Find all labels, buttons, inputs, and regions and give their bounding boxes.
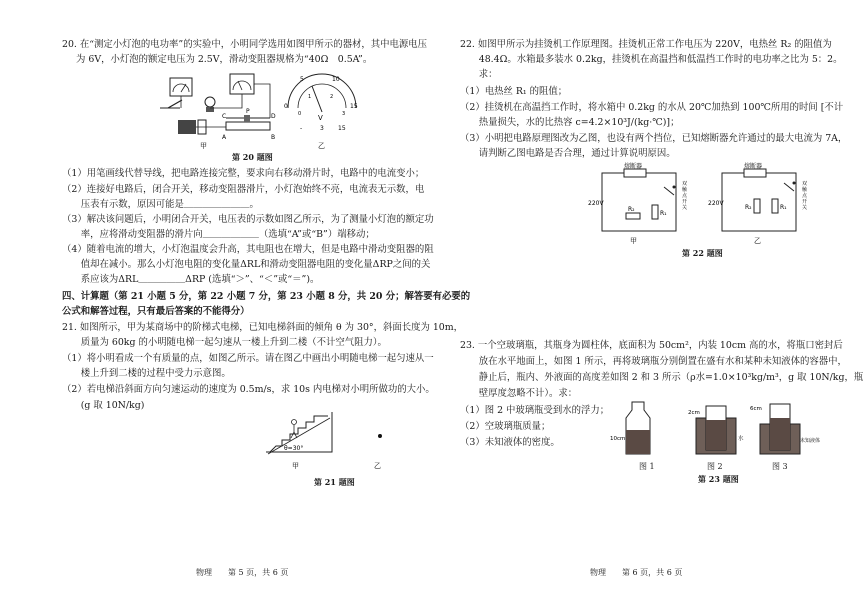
switch-label-3: 点 [682, 193, 688, 199]
fig23-label-3: 图 3 [772, 462, 788, 471]
bottle-fig2 [688, 406, 744, 454]
ammeter-icon [170, 78, 192, 96]
switch-icon [664, 187, 674, 195]
section4-line-1: 四、计算题（第 21 小题 5 分，第 22 小题 7 分，第 23 小题 8 分，共 20 分；解答要有必要的 [62, 291, 471, 302]
footer-page-5: 物理 第 5 页，共 6 页 [196, 568, 289, 577]
fuse-label-jia: 熔断器 [624, 163, 643, 170]
terminal-3: 3 [320, 125, 324, 132]
q20-sub-2a: （2）连接好电路后，闭合开关，移动变阻器滑片，小灯泡始终不亮，电流表无示数，电 [62, 184, 425, 195]
r2-label-yi: R₂ [745, 204, 752, 211]
q20-sub-4a: （4）随着电流的增大，小灯泡温度会升高，其电阻也在增大，但是电路中滑动变阻器的阻 [62, 244, 434, 255]
part-d: D [271, 113, 276, 120]
fig20-label-jia: 甲 [200, 142, 207, 150]
q23-line-1: 23. 一个空玻璃瓶，其瓶身为圆柱体，底面积为 50cm²，内装 10cm 高的水，将瓶口密封后 [460, 340, 843, 351]
q20-line-2: 为 6V，小灯泡的额定电压为 2.5V，滑动变阻器规格为“40Ω 0.5A”。 [76, 54, 373, 65]
q23-caption: 第 23 题图 [698, 474, 739, 484]
switch-label-yi-5: 关 [802, 205, 808, 211]
q20-sub-3a: （3）解决该问题后，小明闭合开关，电压表的示数如图乙所示，为了测量小灯泡的额定功 [62, 214, 434, 225]
q21-line-5: （2）若电梯沿斜面方向匀速运动的速度为 0.5m/s，求 10s 内电梯对小明所做功的大小。 [62, 384, 435, 395]
part-p: P [246, 108, 250, 115]
dial-inner-0: 0 [298, 111, 302, 117]
q22-caption: 第 22 题图 [682, 248, 723, 258]
rheostat-icon [226, 122, 270, 130]
q22-line-7: （3）小明把电路原理图改为乙图，也设有两个挡位，已知熔断器允许通过的最大电流为 7A， [460, 133, 848, 144]
part-c: C [222, 113, 227, 120]
fig21-label-jia: 甲 [292, 462, 299, 470]
q23-line-4: 壁厚度忽略不计）。求： [460, 388, 578, 399]
switch-label-yi-3: 点 [802, 193, 808, 199]
q21-line-6: (g 取 10N/kg) [62, 400, 145, 411]
page-6 [430, 0, 863, 608]
voltage-label-jia: 220V [588, 200, 604, 207]
q20-sub-2b: 压表有示数，原因可能是＿＿＿＿＿＿＿。 [62, 199, 259, 210]
dial-inner-2: 2 [330, 94, 334, 100]
switch-icon [168, 100, 182, 108]
fig22-label-jia: 甲 [630, 237, 637, 245]
angle-label: θ=30° [284, 445, 304, 452]
section4-line-2: 公式和解答过程，只有最后答案的不能得分） [62, 306, 250, 317]
q20-figure [160, 68, 360, 150]
q21-line-4: 楼上升到二楼的过程中受力示意图。 [62, 368, 231, 379]
dial-inner-1: 1 [308, 94, 312, 100]
r1-label-jia: R₁ [660, 210, 667, 217]
fig2-liquid: 水 [738, 436, 744, 442]
q22-line-2: 48.4Ω。水箱最多装水 0.2kg，挂烫机在高温挡和低温挡工作时的电功率之比为 5：2。 [460, 54, 843, 65]
dial-tick-10: 10 [332, 76, 340, 83]
q23-line-2: 放在水平地面上，如图 1 所示，再将玻璃瓶分别倒置在盛有水和某种未知液体的容器中， [460, 356, 847, 367]
fig20-label-yi: 乙 [318, 142, 325, 150]
fig3-height: 6cm [750, 406, 762, 412]
r2-label-jia: R₂ [628, 206, 635, 213]
q23-line-7: （3）未知液体的密度。 [460, 437, 560, 448]
switch-label-yi-4: 开 [802, 199, 808, 205]
dial-tick-5: 5 [300, 76, 304, 83]
q20-line-1: 20. 在“测定小灯泡的电功率”的实验中，小明同学选用如图甲所示的器材，其中电源电压 [62, 39, 427, 50]
q20-sub-4c: 系应该为ΔRL＿＿＿＿＿ΔRP (选填“＞”、“＜”或“＝”)。 [62, 274, 320, 285]
q23-line-3: 静止后，瓶内、外液面的高度差如图 2 和 3 所示（ρ水=1.0×10³kg/m³，g 取 10N/kg，瓶 [460, 372, 863, 383]
q21-figure [262, 408, 402, 474]
q22-line-1: 22. 如图甲所示为挂烫机工作原理图。挂烫机正常工作电压为 220V，电热丝 R₂ 的阻值为 [460, 39, 832, 50]
q21-line-2: 质量为 60kg 的小明随电梯一起匀速从一楼上升到二楼（不计空气阻力）。 [62, 337, 387, 348]
fig23-label-1: 图 1 [639, 462, 655, 471]
dial-tick-0: 0 [284, 103, 288, 110]
r1-resistor-icon-yi [772, 199, 778, 213]
part-a: A [222, 134, 227, 141]
terminal-15: 15 [338, 125, 346, 132]
q20-sub-3b: 率，应将滑动变阻器的滑片向＿＿＿＿＿＿（选填“A”或“B”）端移动； [62, 229, 375, 240]
q21-caption: 第 21 题图 [314, 477, 355, 487]
q23-line-6: （2）空玻璃瓶质量； [460, 421, 551, 432]
q23-figure [610, 398, 830, 458]
dial-inner-3: 3 [342, 111, 346, 117]
q22-line-5: （2）挂烫机在高温挡工作时，将水箱中 0.2kg 的水从 20℃加热到 100℃所用的时间 [不计 [460, 102, 844, 113]
fuse-icon-yi [744, 169, 766, 177]
battery-icon [178, 120, 196, 134]
fig21-label-yi: 乙 [374, 462, 381, 470]
circuit-jia [588, 162, 688, 245]
dial-tick-15: 15 [350, 103, 358, 110]
fig3-liquid: 未知液体 [800, 438, 821, 444]
q20-sub-1: （1）用笔画线代替导线，把电路连接完整，要求向右移动滑片时，电路中的电流变小； [62, 168, 425, 179]
switch-label-yi-1: 双 [802, 181, 808, 187]
fig22-label-yi: 乙 [754, 237, 761, 245]
person-icon [292, 420, 297, 425]
part-b: B [271, 134, 276, 141]
bottle-fig3 [750, 404, 820, 454]
voltmeter-dial [284, 74, 358, 150]
r2-resistor-icon [626, 213, 640, 219]
r2-resistor-icon-yi [754, 199, 760, 213]
bulb-icon [205, 97, 215, 107]
fig1-height: 10cm [610, 436, 626, 442]
terminal-minus: - [300, 125, 303, 132]
bottle-fig1 [610, 402, 650, 454]
voltmeter-icon [230, 74, 254, 94]
r1-resistor-icon [652, 205, 658, 219]
footer-page-6: 物理 第 6 页，共 6 页 [590, 568, 683, 577]
circuit-yi [708, 162, 808, 245]
switch-label-5: 关 [682, 205, 688, 211]
fuse-icon [624, 169, 646, 177]
dial-unit: V [318, 114, 323, 122]
q23-line-5: （1）图 2 中玻璃瓶受到水的浮力； [460, 405, 610, 416]
switch-icon-yi [784, 183, 794, 191]
q20-caption: 第 20 题图 [232, 152, 273, 162]
q22-line-3: 求： [460, 69, 498, 80]
q22-line-8: 请判断乙图电路是否合理，通过计算说明原因。 [460, 148, 676, 159]
q22-line-6: 热量损失，水的比热容 c=4.2×10³J/(kg·℃)]； [460, 117, 680, 128]
mass-point-icon [378, 434, 382, 438]
switch-label-yi-2: 触 [802, 187, 808, 193]
fig23-label-2: 图 2 [707, 462, 723, 471]
q21-line-3: （1）将小明看成一个有质量的点，如图乙所示。请在图乙中画出小明随电梯一起匀速从一 [62, 353, 434, 364]
q22-line-4: （1）电热丝 R₁ 的阻值； [460, 86, 568, 97]
q22-figure [590, 165, 820, 245]
switch-label-4: 开 [682, 199, 688, 205]
voltage-label-yi: 220V [708, 200, 724, 207]
q21-line-1: 21. 如图所示，甲为某商场中的阶梯式电梯，已知电梯斜面的倾角 θ 为 30°，斜面长度为 10m， [62, 322, 464, 333]
q20-sub-4b: 值却在减小。那么小灯泡电阻的变化量ΔRL和滑动变阻器电阻的变化量ΔRP之间的关 [62, 259, 431, 270]
fig2-height: 2cm [688, 410, 700, 416]
switch-label-2: 触 [682, 187, 688, 193]
switch-label-1: 双 [682, 181, 688, 187]
r1-label-yi: R₁ [780, 204, 787, 211]
fuse-label-yi: 熔断器 [744, 163, 763, 170]
